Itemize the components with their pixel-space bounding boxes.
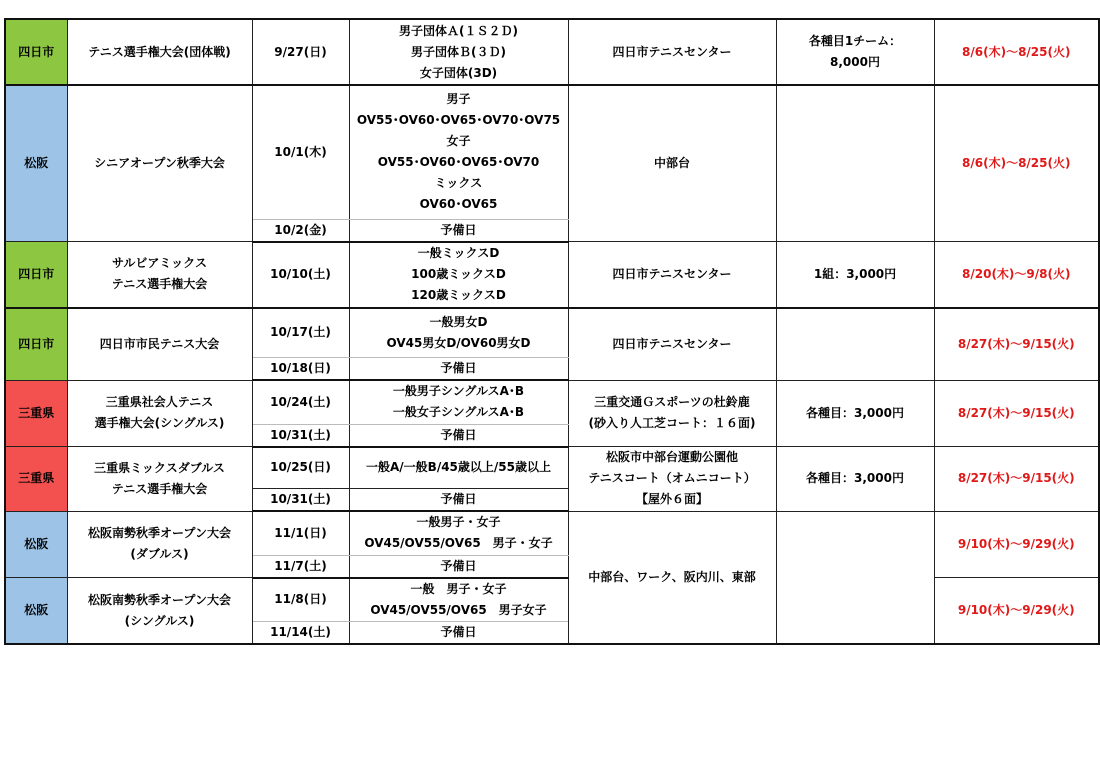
entry-period: 9/10(木)～9/29(火): [934, 578, 1099, 645]
tournament-name: 松阪南勢秋季オープン大会 (シングルス): [67, 578, 252, 645]
table-row: [5, 380, 1099, 424]
entry-period: 8/27(木)～9/15(火): [934, 447, 1099, 512]
reserve-label: 予備日: [349, 358, 568, 381]
entry-period: 9/10(木)～9/29(火): [934, 511, 1099, 578]
entry-period: 8/27(木)～9/15(火): [934, 380, 1099, 447]
region-cell: 三重県: [5, 380, 67, 447]
venue-cell: 四日市テニスセンター: [568, 19, 776, 85]
entry-period: 8/27(木)～9/15(火): [934, 308, 1099, 381]
fee-cell: 各種目：3,000円: [776, 447, 934, 512]
region-cell: 三重県: [5, 447, 67, 512]
date-cell: 10/25(日): [252, 447, 349, 489]
events-cell: 一般A/一般B/45歳以上/55歳以上: [349, 447, 568, 489]
region-cell: 四日市: [5, 308, 67, 381]
tournament-name: シニアオープン秋季大会: [67, 85, 252, 242]
reserve-date-cell: 10/31(土): [252, 489, 349, 512]
reserve-date-cell: 10/31(土): [252, 424, 349, 447]
venue-cell: 松阪市中部台運動公園他 テニスコート（オムニコート） 【屋外６面】: [568, 447, 776, 512]
table-row: [5, 85, 1099, 219]
venue-cell: 四日市テニスセンター: [568, 242, 776, 308]
tournament-name: サルビアミックス テニス選手権大会: [67, 242, 252, 308]
tournament-name: 四日市市民テニス大会: [67, 308, 252, 381]
date-cell: 10/17(土): [252, 308, 349, 358]
table-row: [5, 511, 1099, 555]
reserve-label: 予備日: [349, 489, 568, 512]
events-cell: 一般男子シングルスA･B 一般女子シングルスA･B: [349, 380, 568, 424]
tournament-name: 松阪南勢秋季オープン大会 (ダブルス): [67, 511, 252, 578]
region-cell: 松阪: [5, 578, 67, 645]
fee-cell: [776, 511, 934, 644]
date-cell: 10/1(木): [252, 85, 349, 219]
entry-period: 8/20(木)～9/8(火): [934, 242, 1099, 308]
date-cell: 10/24(土): [252, 380, 349, 424]
events-cell: 男子団体Ａ(１Ｓ２Ｄ) 男子団体Ｂ(３Ｄ) 女子団体(3D): [349, 19, 568, 85]
date-cell: 9/27(日): [252, 19, 349, 85]
table-row: [5, 242, 1099, 308]
region-cell: 四日市: [5, 242, 67, 308]
tournament-schedule-table: [4, 18, 1100, 645]
events-cell: 一般男女D OV45男女D/OV60男女D: [349, 308, 568, 358]
venue-cell: 中部台、ワーク、阪内川、東部: [568, 511, 776, 644]
reserve-date-cell: 11/14(土): [252, 622, 349, 645]
reserve-label: 予備日: [349, 424, 568, 447]
region-cell: 松阪: [5, 85, 67, 242]
fee-cell: [776, 308, 934, 381]
date-cell: 11/1(日): [252, 511, 349, 555]
reserve-label: 予備日: [349, 219, 568, 242]
events-cell: 一般 男子・女子 OV45/OV55/OV65 男子女子: [349, 578, 568, 622]
date-cell: 10/10(土): [252, 242, 349, 308]
tournament-name: 三重県ミックスダブルス テニス選手権大会: [67, 447, 252, 512]
table-row: [5, 308, 1099, 358]
reserve-label: 予備日: [349, 622, 568, 645]
events-cell: 一般ミックスD 100歳ミックスD 120歳ミックスD: [349, 242, 568, 308]
table-row: [5, 447, 1099, 489]
tournament-name: 三重県社会人テニス 選手権大会(シングルス): [67, 380, 252, 447]
table-row: [5, 578, 1099, 622]
entry-period: 8/6(木)～8/25(火): [934, 85, 1099, 242]
region-cell: 四日市: [5, 19, 67, 85]
venue-cell: 三重交通Ｇスポーツの杜鈴鹿 (砂入り人工芝コート：１６面): [568, 380, 776, 447]
reserve-label: 予備日: [349, 555, 568, 578]
reserve-date-cell: 11/7(土): [252, 555, 349, 578]
venue-cell: 中部台: [568, 85, 776, 242]
entry-period: 8/6(木)～8/25(火): [934, 19, 1099, 85]
fee-cell: [776, 85, 934, 242]
reserve-date-cell: 10/2(金): [252, 219, 349, 242]
table-row: [5, 19, 1099, 85]
fee-cell: 各種目：3,000円: [776, 380, 934, 447]
fee-cell: 各種目1チーム： 8,000円: [776, 19, 934, 85]
reserve-date-cell: 10/18(日): [252, 358, 349, 381]
events-cell: 一般男子・女子 OV45/OV55/OV65 男子・女子: [349, 511, 568, 555]
venue-cell: 四日市テニスセンター: [568, 308, 776, 381]
events-cell: 男子 OV55･OV60･OV65･OV70･OV75 女子 OV55･OV60･OV65･OV70 ミックス OV60･OV65: [349, 85, 568, 219]
region-cell: 松阪: [5, 511, 67, 578]
tournament-name: テニス選手権大会(団体戦): [67, 19, 252, 85]
date-cell: 11/8(日): [252, 578, 349, 622]
fee-cell: 1組：3,000円: [776, 242, 934, 308]
